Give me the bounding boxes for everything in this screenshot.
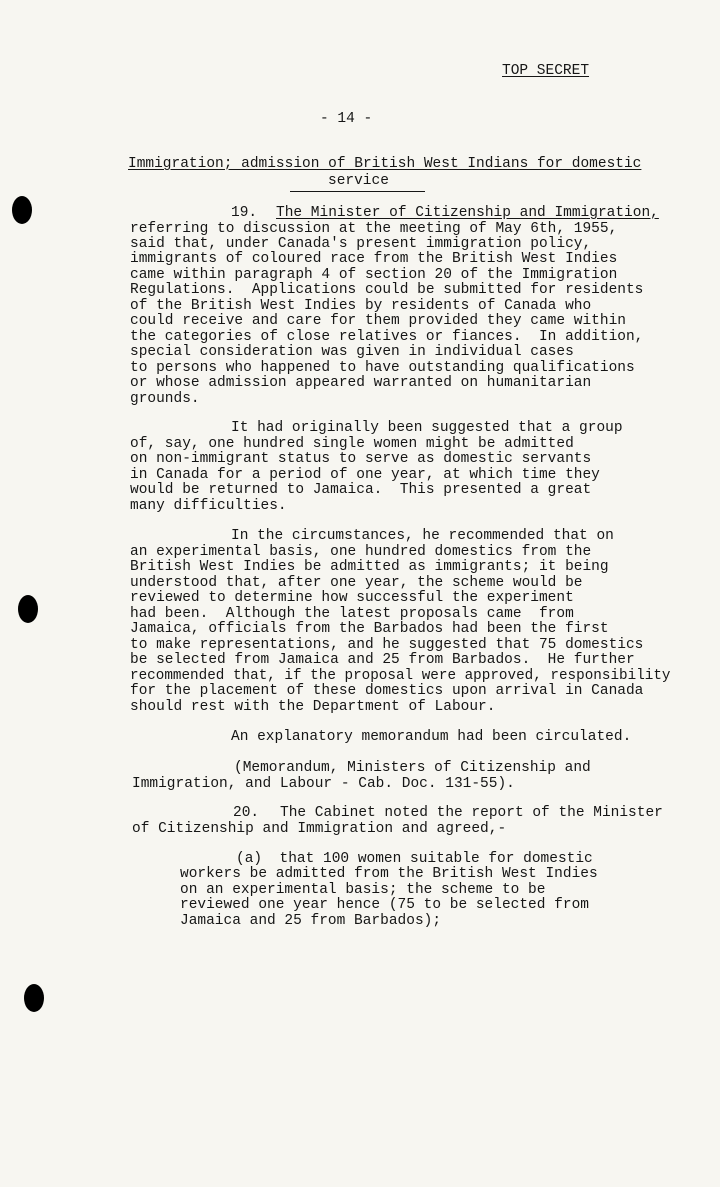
para19-line: the categories of close relatives or fiances. In addition, [130,329,644,345]
para-original-line: in Canada for a period of one year, at which time they [130,467,600,483]
para-circumstances-line: should rest with the Department of Labour. [130,699,496,715]
section-heading-line-1: Immigration; admission of British West Indians for domestic [128,156,642,172]
para19-line: The Minister of Citizenship and Immigration, [276,205,659,221]
para-circumstances-line: reviewed to determine how successful the experiment [130,590,574,606]
binder-hole-middle [18,595,38,623]
para-circumstances-line: In the circumstances, he recommended that on [231,528,614,544]
item-a-line: Jamaica and 25 from Barbados); [180,913,442,929]
para19-line: came within paragraph 4 of section 20 of the Immigration [130,267,618,283]
para-original-line: It had originally been suggested that a group [231,420,623,436]
para-circumstances-line: an experimental basis, one hundred domestics from the [130,544,592,560]
para19-line: Regulations. Applications could be submitted for residents [130,282,644,298]
binder-hole-bottom [24,984,44,1012]
para-original-line: would be returned to Jamaica. This presented a great [130,482,592,498]
para-circumstances-line: to make representations, and he suggested that 75 domestics [130,637,644,653]
item-a-line: on an experimental basis; the scheme to be [180,882,546,898]
item-a-line: (a) that 100 women suitable for domestic [236,851,593,867]
para19-line: of the British West Indies by residents of Canada who [130,298,592,314]
item-a-line: reviewed one year hence (75 to be selected from [180,897,589,913]
para-original-line: on non-immigrant status to serve as domestic servants [130,451,592,467]
para-original-line: of, say, one hundred single women might be admitted [130,436,574,452]
para-circumstances-line: recommended that, if the proposal were approved, responsibility [130,668,671,684]
para-original-line: many difficulties. [130,498,287,514]
para-reference-line: Immigration, and Labour - Cab. Doc. 131-55). [132,776,515,792]
section-heading-line-2: service [290,174,425,192]
para-circumstances-line: had been. Although the latest proposals came from [130,606,574,622]
para19-line: could receive and care for them provided they came within [130,313,626,329]
para19-line: referring to discussion at the meeting of May 6th, 1955, [130,221,618,237]
para19-number: 19. [231,205,258,221]
para20-line: of Citizenship and Immigration and agreed,- [132,821,507,837]
para20-line: The Cabinet noted the report of the Minister [280,805,663,821]
para19-line: to persons who happened to have outstanding qualifications [130,360,635,376]
item-a-line: workers be admitted from the British West Indies [180,866,598,882]
para19-line: immigrants of coloured race from the British West Indies [130,251,618,267]
classification-marking: TOP SECRET [502,63,590,79]
para-reference-line: (Memorandum, Ministers of Citizenship and [234,760,591,776]
para-circumstances-line: understood that, after one year, the scheme would be [130,575,583,591]
para-circumstances-line: be selected from Jamaica and 25 from Barbados. He further [130,652,635,668]
para19-line: or whose admission appeared warranted on humanitarian [130,375,592,391]
para20-number: 20. [233,805,260,821]
para-circumstances-line: for the placement of these domestics upon arrival in Canada [130,683,644,699]
para19-line: said that, under Canada's present immigration policy, [130,236,592,252]
page-number: - 14 - [320,111,373,127]
para-memorandum: An explanatory memorandum had been circulated. [231,729,632,745]
para-circumstances-line: Jamaica, officials from the Barbados had been the first [130,621,609,637]
para-circumstances-line: British West Indies be admitted as immigrants; it being [130,559,609,575]
para19-line: special consideration was given in individual cases [130,344,574,360]
para19-line: grounds. [130,391,200,407]
binder-hole-top [12,196,32,224]
